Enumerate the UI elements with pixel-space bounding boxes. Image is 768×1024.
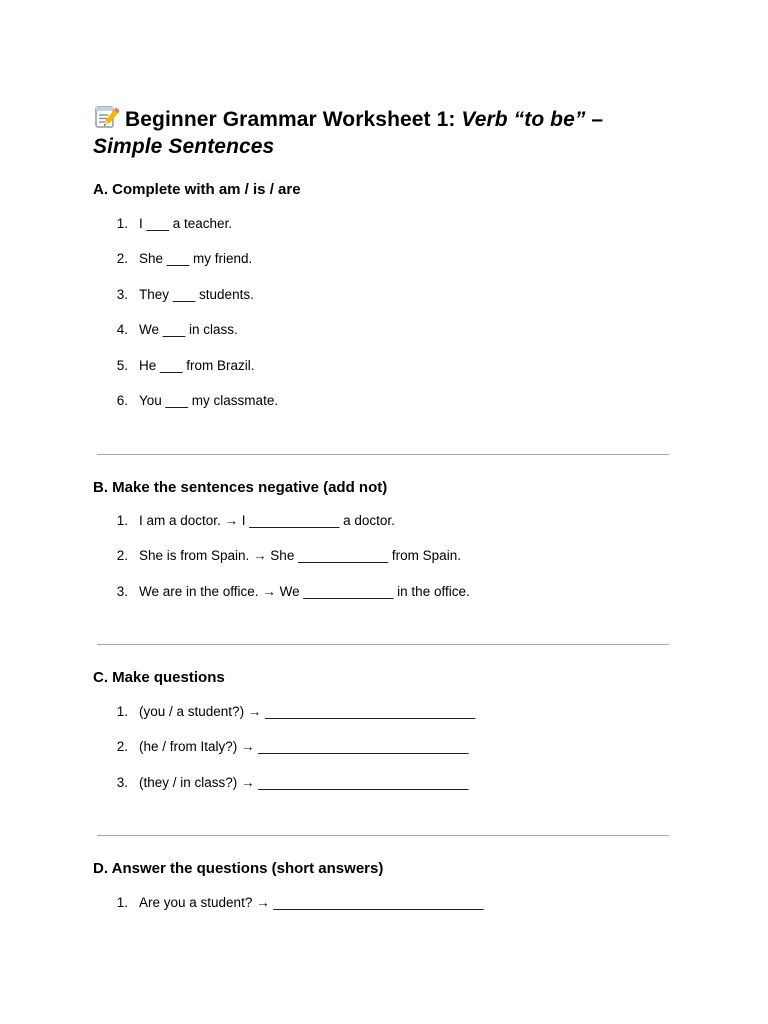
list-item [93, 774, 693, 792]
item-text: Are you a student? → ____________________________ [139, 895, 484, 910]
item-text: I am a doctor. → I ____________ a doctor. [139, 513, 395, 528]
item-text: We ___ in class. [139, 322, 238, 338]
section-divider [97, 835, 669, 836]
item-number: 6. [116, 392, 128, 408]
worksheet-page [93, 104, 693, 160]
item-number: 4. [116, 322, 128, 338]
item-number: 3. [116, 774, 128, 790]
item-number: 1. [116, 704, 128, 719]
list-item [93, 738, 693, 756]
section-b-heading: B. Make the sentences negative (add not) [93, 479, 388, 496]
item-number: 2. [116, 548, 128, 564]
item-number: 3. [116, 286, 128, 302]
list-item [93, 583, 693, 601]
item-number: 1. [116, 513, 128, 528]
item-text: She ___ my friend. [139, 251, 253, 267]
section-divider [97, 644, 669, 645]
list-item [93, 286, 693, 304]
section-b-list [93, 512, 693, 618]
item-number: 3. [116, 583, 128, 599]
list-item [93, 894, 693, 912]
item-number: 5. [116, 357, 128, 373]
item-text: She is from Spain. → She ____________ from Spain. [139, 548, 461, 564]
list-item [93, 250, 693, 268]
item-text: (you / a student?) → ____________________________ [139, 704, 476, 719]
section-a-list [93, 215, 693, 427]
list-item [93, 547, 693, 565]
item-text: We are in the office. → We ____________ in the office. [139, 583, 470, 599]
item-text: He ___ from Brazil. [139, 357, 255, 373]
item-number: 2. [116, 739, 128, 755]
section-d-list [93, 894, 693, 929]
title-italic-verb: Verb “to be” [461, 108, 586, 131]
item-text: You ___ my classmate. [139, 392, 279, 408]
section-c-list [93, 703, 693, 809]
list-item [93, 321, 693, 339]
section-a-heading: A. Complete with am / is / are [93, 181, 301, 198]
item-number: 1. [116, 216, 128, 231]
item-text: I ___ a teacher. [139, 216, 233, 231]
item-text: (he / from Italy?) → ____________________________ [139, 739, 469, 755]
item-text: (they / in class?) → ____________________________ [139, 774, 469, 790]
section-d-heading: D. Answer the questions (short answers) [93, 860, 384, 877]
page-title [93, 104, 693, 160]
item-number: 2. [116, 251, 128, 267]
section-divider [97, 454, 669, 455]
list-item [93, 392, 693, 410]
list-item [93, 357, 693, 375]
list-item [93, 703, 693, 721]
title-italic-subtitle: Simple Sentences [93, 135, 275, 158]
item-number: 1. [116, 895, 128, 910]
section-c-heading: C. Make questions [93, 669, 225, 686]
title-main: Beginner Grammar Worksheet 1: [125, 108, 462, 131]
title-dash: – [585, 108, 604, 131]
list-item [93, 215, 693, 233]
memo-icon [93, 104, 119, 130]
list-item [93, 512, 693, 530]
item-text: They ___ students. [139, 286, 254, 302]
